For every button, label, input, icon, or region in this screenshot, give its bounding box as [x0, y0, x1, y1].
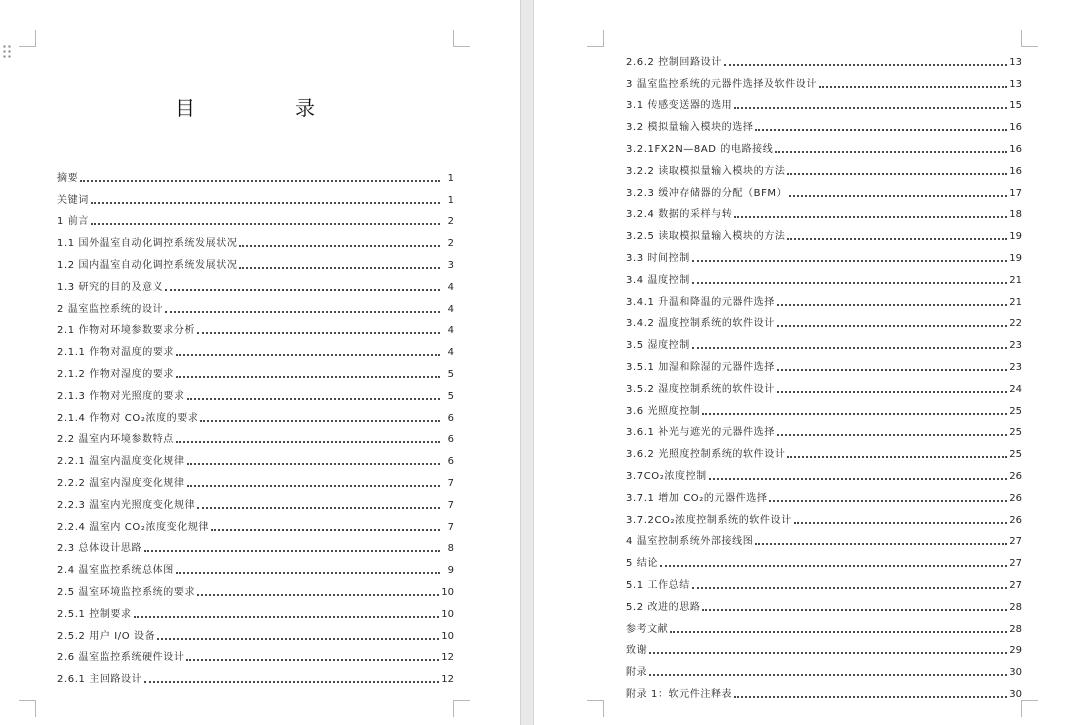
toc-dot-leader — [787, 237, 1007, 240]
toc-page-number: 7 — [447, 521, 454, 533]
toc-entry[interactable] — [626, 396, 1022, 418]
toc-entry[interactable] — [626, 352, 1022, 374]
toc-dot-leader — [777, 368, 1007, 371]
toc-dot-leader — [649, 673, 1007, 676]
toc-dot-leader — [197, 506, 440, 509]
document-page-left — [0, 0, 520, 725]
toc-dot-leader — [165, 310, 440, 313]
crop-mark-bottom-left — [19, 700, 36, 717]
toc-page-number: 15 — [1009, 100, 1022, 112]
toc-entry-text: 3.2.2 读取模拟量输入模块的方法 — [626, 165, 786, 177]
toc-page-number: 12 — [441, 652, 454, 664]
toc-entry-text: 3.6.2 光照度控制系统的软件设计 — [626, 449, 786, 461]
toc-page-number: 19 — [1009, 252, 1022, 264]
toc-entry[interactable] — [57, 381, 454, 403]
toc-entry[interactable] — [626, 636, 1022, 658]
toc-entry-text: 3.7CO₂浓度控制 — [626, 470, 707, 482]
toc-entry[interactable] — [626, 69, 1022, 91]
toc-dot-leader — [211, 528, 440, 531]
toc-dot-leader — [239, 266, 440, 269]
toc-page-number: 8 — [447, 543, 454, 555]
toc-page-number: 27 — [1009, 558, 1022, 570]
toc-entry-text: 2 温室监控系统的设计 — [57, 303, 164, 315]
toc-page-number: 26 — [1009, 492, 1022, 504]
toc-page-number: 1 — [447, 194, 454, 206]
toc-entry[interactable] — [57, 425, 454, 447]
toc-entry-text: 3.4 温度控制 — [626, 274, 690, 286]
toc-page-number: 25 — [1009, 449, 1022, 461]
toc-dot-leader — [176, 440, 440, 443]
toc-entry-text: 1.3 研究的目的及意义 — [57, 281, 164, 293]
toc-dot-leader — [734, 215, 1007, 218]
toc-entry-text: 摘要 — [57, 172, 79, 184]
toc-entry-text: 5.1 工作总结 — [626, 579, 690, 591]
toc-page-number: 21 — [1009, 274, 1022, 286]
drag-handle-icon[interactable] — [2, 44, 12, 60]
crop-mark-top-left — [587, 30, 604, 47]
toc-page-number: 2 — [447, 216, 454, 228]
toc-dot-leader — [187, 484, 440, 487]
crop-mark-top-right — [453, 30, 470, 47]
toc-dot-leader — [200, 419, 440, 422]
toc-dot-leader — [187, 397, 440, 400]
toc-dot-leader — [176, 571, 440, 574]
toc-dot-leader — [724, 63, 1007, 66]
toc-entry[interactable] — [626, 505, 1022, 527]
toc-entry[interactable] — [626, 265, 1022, 287]
toc-page-number: 26 — [1009, 514, 1022, 526]
toc-page-number: 27 — [1009, 579, 1022, 591]
toc-entry-text: 3.3 时间控制 — [626, 252, 690, 264]
toc-entry-text: 致谢 — [626, 645, 648, 657]
toc-dot-leader — [755, 128, 1007, 131]
page-gutter — [520, 0, 534, 725]
toc-page-number: 2 — [447, 238, 454, 250]
toc-dot-leader — [197, 593, 439, 596]
toc-entry-text: 2.2.3 温室内光照度变化规律 — [57, 499, 196, 511]
toc-entry-text: 2.5.2 用户 I/O 设备 — [57, 630, 156, 642]
toc-entry-text: 3.5.1 加湿和除湿的元器件选择 — [626, 361, 775, 373]
toc-page-number: 22 — [1009, 318, 1022, 330]
toc-entry-text: 2.5 温室环境监控系统的要求 — [57, 586, 196, 598]
toc-dot-leader — [239, 244, 440, 247]
toc-entry-text: 2.2 温室内环境参数特点 — [57, 434, 174, 446]
toc-dot-leader — [176, 375, 440, 378]
toc-dot-leader — [755, 542, 1007, 545]
toc-entry-text: 2.1.2 作物对湿度的要求 — [57, 368, 175, 380]
toc-entry-text: 4 温室控制系统外部接线图 — [626, 536, 754, 548]
toc-page-number: 5 — [447, 368, 454, 380]
toc-entry-text: 2.2.2 温室内湿度变化规律 — [57, 477, 185, 489]
toc-entry-text: 2.1.1 作物对温度的要求 — [57, 347, 175, 359]
toc-entry-text: 2.6 温室监控系统硬件设计 — [57, 652, 185, 664]
toc-page-number: 6 — [447, 456, 454, 468]
toc-entry[interactable] — [57, 294, 454, 316]
toc-dot-leader — [649, 651, 1007, 654]
toc-page-number: 28 — [1009, 601, 1022, 613]
toc-entry-text: 2.1.3 作物对光照度的要求 — [57, 390, 185, 402]
toc-entry[interactable] — [57, 512, 454, 534]
toc-page-number: 6 — [447, 412, 454, 424]
toc-page-number: 4 — [447, 347, 454, 359]
toc-title: 目 录 — [175, 96, 355, 120]
toc-entry[interactable] — [626, 439, 1022, 461]
toc-dot-leader — [734, 106, 1007, 109]
toc-entry[interactable] — [626, 221, 1022, 243]
toc-dot-leader — [144, 549, 440, 552]
toc-entry-text: 1.2 国内温室自动化调控系统发展状况 — [57, 259, 238, 271]
toc-page-number: 7 — [447, 477, 454, 489]
toc-entry[interactable] — [626, 592, 1022, 614]
toc-entry-text: 关键词 — [57, 194, 89, 206]
crop-mark-top-left — [19, 30, 36, 47]
toc-entry-text: 3.7.2CO₂浓度控制系统的软件设计 — [626, 514, 792, 526]
toc-entry[interactable] — [626, 134, 1022, 156]
toc-entry[interactable] — [626, 374, 1022, 396]
toc-page-number: 23 — [1009, 361, 1022, 373]
toc-entry-text: 3.1 传感变送器的选用 — [626, 100, 733, 112]
toc-entry-text: 1 前言 — [57, 216, 89, 228]
toc-page-number: 26 — [1009, 470, 1022, 482]
toc-entry-text: 3.2.5 读取模拟量输入模块的方法 — [626, 231, 786, 243]
toc-entry[interactable] — [57, 555, 454, 577]
toc-page-number: 25 — [1009, 427, 1022, 439]
toc-page-number: 9 — [447, 565, 454, 577]
toc-entry-text: 2.6.2 控制回路设计 — [626, 56, 722, 68]
toc-entry[interactable] — [57, 272, 454, 294]
toc-page-number: 6 — [447, 434, 454, 446]
toc-entry[interactable] — [626, 527, 1022, 549]
toc-dot-leader — [777, 433, 1007, 436]
toc-page-number: 4 — [447, 325, 454, 337]
toc-dot-leader — [80, 179, 440, 182]
crop-mark-bottom-right — [1021, 700, 1038, 717]
toc-page-number: 3 — [447, 259, 454, 271]
toc-dot-leader — [197, 331, 440, 334]
toc-entry[interactable] — [626, 287, 1022, 309]
toc-entry[interactable] — [626, 47, 1022, 69]
toc-page-number: 5 — [447, 390, 454, 402]
toc-dot-leader — [787, 172, 1007, 175]
toc-page-number: 28 — [1009, 623, 1022, 635]
toc-entry[interactable] — [57, 621, 454, 643]
toc-page-number: 10 — [441, 630, 454, 642]
toc-entry[interactable] — [626, 483, 1022, 505]
toc-entry[interactable] — [57, 534, 454, 556]
toc-entry-text: 3.4.2 温度控制系统的软件设计 — [626, 318, 775, 330]
toc-entry[interactable] — [57, 185, 454, 207]
toc-dot-leader — [775, 150, 1007, 153]
toc-entry-text: 2.4 温室监控系统总体图 — [57, 565, 174, 577]
toc-page-number: 13 — [1009, 78, 1022, 90]
toc-entry[interactable] — [57, 403, 454, 425]
toc-entry[interactable] — [57, 163, 454, 185]
toc-entry[interactable] — [57, 207, 454, 229]
toc-entry-text: 5.2 改进的思路 — [626, 601, 701, 613]
toc-entry-text: 3.2.3 缓冲存储器的分配（BFM） — [626, 187, 788, 199]
toc-entry-text: 3.7.1 增加 CO₂的元器件选择 — [626, 492, 768, 504]
toc-entry-text: 3.5 湿度控制 — [626, 340, 690, 352]
toc-entry[interactable] — [626, 309, 1022, 331]
toc-page-number: 17 — [1009, 187, 1022, 199]
toc-page-number: 30 — [1009, 667, 1022, 679]
toc-entry[interactable] — [57, 316, 454, 338]
toc-dot-leader — [787, 455, 1007, 458]
toc-entry-text: 3.2.1FX2N—8AD 的电路接线 — [626, 143, 774, 155]
toc-entry[interactable] — [57, 577, 454, 599]
toc-dot-leader — [789, 194, 1007, 197]
toc-entry[interactable] — [626, 418, 1022, 440]
toc-dot-leader — [91, 222, 440, 225]
toc-page-number: 25 — [1009, 405, 1022, 417]
toc-entry[interactable] — [626, 243, 1022, 265]
toc-page-number: 13 — [1009, 56, 1022, 68]
toc-dot-leader — [176, 353, 440, 356]
toc-entry[interactable] — [626, 548, 1022, 570]
toc-entry[interactable] — [626, 461, 1022, 483]
toc-entry-text: 2.3 总体设计思路 — [57, 543, 143, 555]
toc-dot-leader — [819, 85, 1007, 88]
toc-page-number: 18 — [1009, 209, 1022, 221]
toc-entry[interactable] — [57, 228, 454, 250]
toc-entry[interactable] — [626, 112, 1022, 134]
toc-entry-text: 3.4.1 升温和降温的元器件选择 — [626, 296, 775, 308]
crop-mark-bottom-right — [453, 700, 470, 717]
toc-dot-leader — [165, 288, 440, 291]
toc-dot-leader — [692, 281, 1007, 284]
toc-page-number: 23 — [1009, 340, 1022, 352]
toc-page-number: 24 — [1009, 383, 1022, 395]
toc-entry[interactable] — [57, 250, 454, 272]
toc-page-number: 16 — [1009, 143, 1022, 155]
toc-dot-leader — [734, 695, 1007, 698]
toc-dot-leader — [187, 462, 440, 465]
toc-dot-leader — [144, 680, 439, 683]
toc-dot-leader — [769, 499, 1007, 502]
crop-mark-bottom-left — [587, 700, 604, 717]
toc-list-right — [626, 47, 1022, 701]
toc-dot-leader — [670, 630, 1007, 633]
crop-mark-top-right — [1021, 30, 1038, 47]
toc-entry-text: 3.2 模拟量输入模块的选择 — [626, 122, 754, 134]
toc-page-number: 29 — [1009, 645, 1022, 657]
toc-dot-leader — [692, 346, 1007, 349]
toc-dot-leader — [91, 201, 440, 204]
toc-entry[interactable] — [626, 330, 1022, 352]
toc-entry-text: 2.5.1 控制要求 — [57, 608, 132, 620]
toc-dot-leader — [186, 658, 439, 661]
toc-dot-leader — [660, 564, 1007, 567]
toc-entry-text: 附录 — [626, 667, 648, 679]
toc-entry-text: 2.1.4 作物对 CO₂浓度的要求 — [57, 412, 199, 424]
toc-dot-leader — [794, 521, 1008, 524]
toc-page-number: 7 — [447, 499, 454, 511]
toc-entry-text: 3.6 光照度控制 — [626, 405, 701, 417]
toc-entry-text: 3.2.4 数据的采样与转 — [626, 209, 733, 221]
toc-list-left — [57, 163, 454, 686]
toc-entry[interactable] — [626, 178, 1022, 200]
toc-dot-leader — [134, 615, 440, 618]
toc-page-number: 30 — [1009, 688, 1022, 700]
toc-dot-leader — [709, 477, 1008, 480]
toc-entry-text: 2.1 作物对环境参数要求分析 — [57, 325, 196, 337]
toc-dot-leader — [777, 303, 1007, 306]
toc-entry-text: 附录 1：软元件注释表 — [626, 688, 733, 700]
toc-page-number: 10 — [441, 608, 454, 620]
toc-dot-leader — [702, 608, 1007, 611]
toc-entry-text: 3.6.1 补光与遮光的元器件选择 — [626, 427, 775, 439]
toc-dot-leader — [777, 390, 1007, 393]
toc-entry[interactable] — [57, 599, 454, 621]
toc-entry-text: 1.1 国外温室自动化调控系统发展状况 — [57, 238, 238, 250]
toc-entry[interactable] — [626, 679, 1022, 701]
toc-page-number: 12 — [441, 674, 454, 686]
toc-entry-text: 参考文献 — [626, 623, 669, 635]
toc-entry[interactable] — [626, 156, 1022, 178]
toc-page-number: 19 — [1009, 231, 1022, 243]
toc-entry[interactable] — [57, 468, 454, 490]
toc-dot-leader — [777, 324, 1007, 327]
toc-dot-leader — [157, 637, 439, 640]
toc-entry-text: 5 结论 — [626, 558, 658, 570]
toc-entry[interactable] — [57, 359, 454, 381]
toc-entry[interactable] — [626, 570, 1022, 592]
toc-page-number: 4 — [447, 303, 454, 315]
toc-entry-text: 2.2.1 温室内温度变化规律 — [57, 456, 185, 468]
toc-page-number: 27 — [1009, 536, 1022, 548]
toc-dot-leader — [692, 586, 1007, 589]
toc-page-number: 16 — [1009, 122, 1022, 134]
toc-entry-text: 3.5.2 湿度控制系统的软件设计 — [626, 383, 775, 395]
toc-page-number: 4 — [447, 281, 454, 293]
toc-entry[interactable] — [57, 446, 454, 468]
toc-entry[interactable] — [626, 657, 1022, 679]
toc-dot-leader — [692, 259, 1007, 262]
toc-entry[interactable] — [57, 490, 454, 512]
toc-entry[interactable] — [57, 664, 454, 686]
toc-dot-leader — [702, 412, 1007, 415]
toc-entry[interactable] — [626, 614, 1022, 636]
toc-entry-text: 2.2.4 温室内 CO₂浓度变化规律 — [57, 521, 210, 533]
toc-page-number: 21 — [1009, 296, 1022, 308]
toc-page-number: 16 — [1009, 165, 1022, 177]
toc-page-number: 10 — [441, 586, 454, 598]
toc-entry-text: 3 温室监控系统的元器件选择及软件设计 — [626, 78, 817, 90]
toc-entry[interactable] — [57, 337, 454, 359]
toc-page-number: 1 — [447, 172, 454, 184]
toc-entry-text: 2.6.1 主回路设计 — [57, 674, 143, 686]
toc-entry[interactable] — [626, 200, 1022, 222]
toc-entry[interactable] — [57, 643, 454, 665]
toc-entry[interactable] — [626, 91, 1022, 113]
